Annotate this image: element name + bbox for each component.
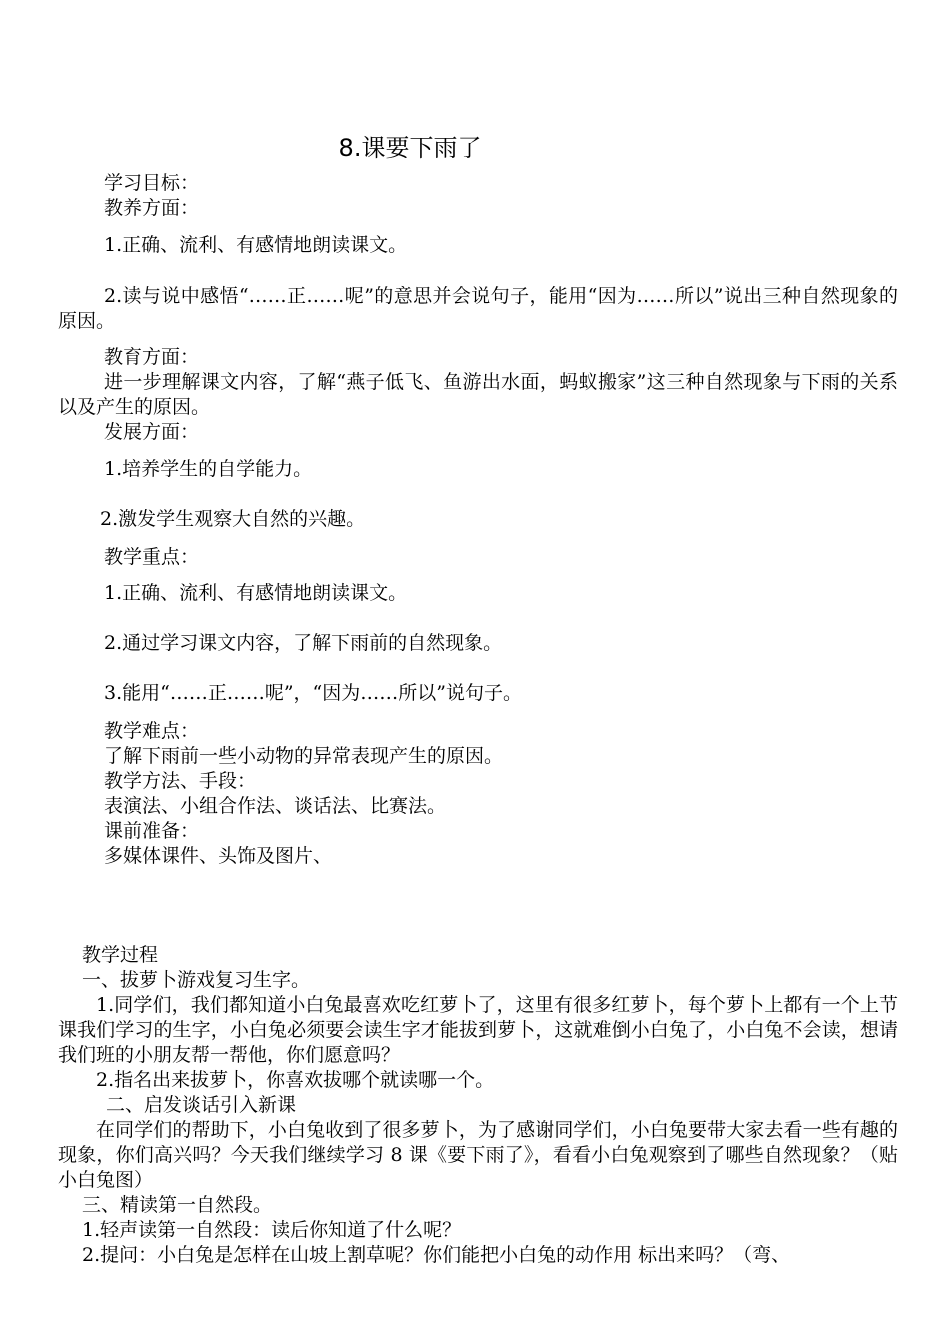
step1-paragraph-1: 1.同学们，我们都知道小白兔最喜欢吃红萝卜了，这里有很多红萝卜，每个萝卜上都有一个上节课我们学习的生字，小白兔必须要会读生字才能拔到萝卜，这就难倒小白兔了，小白兔不会读，想请我们班的小朋友帮一帮他，你们愿意吗？ [58,994,898,1066]
education-heading: 教育方面： [104,346,200,368]
development-item-1: 1.培养学生的自学能力。 [104,458,313,480]
objectives-heading: 学习目标： [104,172,200,194]
difficulty-text: 了解下雨前一些小动物的异常表现产生的原因。 [104,745,504,767]
education-text: 进一步理解课文内容，了解“燕子低飞、鱼游出水面，蚂蚁搬家”这三种自然现象与下雨的关系以及产生的原因。 [58,371,898,418]
key-point-2: 2.通过学习课文内容，了解下雨前的自然现象。 [104,632,503,654]
step3-heading: 三、精读第一自然段。 [82,1194,273,1216]
lesson-title: 8.课要下雨了 [338,134,482,162]
process-heading: 教学过程 [82,944,159,966]
key-point-3: 3.能用“……正……呢”，“因为……所以”说句子。 [104,682,522,704]
key-point-1: 1.正确、流利、有感情地朗读课文。 [104,582,408,604]
step1-heading: 一、拔萝卜游戏复习生字。 [82,969,311,991]
cultivation-item-2: 2.读与说中感悟“……正……呢”的意思并会说句子，能用“因为……所以”说出三种自然现象的原因。 [58,285,898,332]
step1-paragraph-2: 2.指名出来拔萝卜，你喜欢拔哪个就读哪一个。 [96,1069,495,1091]
cultivation-heading: 教养方面： [104,197,200,219]
development-heading: 发展方面： [104,421,200,443]
key-points-heading: 教学重点： [104,546,200,568]
cultivation-item-1: 1.正确、流利、有感情地朗读课文。 [104,234,408,256]
step2-paragraph-1: 在同学们的帮助下，小白兔收到了很多萝卜，为了感谢同学们，小白兔要带大家去看一些有趣的现象，你们高兴吗？今天我们继续学习 8 课《要下雨了》，看看小白兔观察到了哪些自然现象？（贴小白兔图） [58,1119,898,1191]
step2-heading: 二、启发谈话引入新课 [106,1094,297,1116]
methods-text: 表演法、小组合作法、谈话法、比赛法。 [104,795,447,817]
development-item-2: 2.激发学生观察大自然的兴趣。 [100,508,366,530]
step3-paragraph-1: 1.轻声读第一自然段：读后你知道了什么呢？ [82,1219,462,1241]
step3-paragraph-2: 2.提问：小白兔是怎样在山坡上割草呢？你们能把小白兔的动作用 标出来吗？（弯、 [82,1244,791,1266]
methods-heading: 教学方法、手段： [104,770,257,792]
prep-heading: 课前准备： [104,820,200,842]
difficulty-heading: 教学难点： [104,720,200,742]
prep-text: 多媒体课件、头饰及图片、 [104,845,333,867]
